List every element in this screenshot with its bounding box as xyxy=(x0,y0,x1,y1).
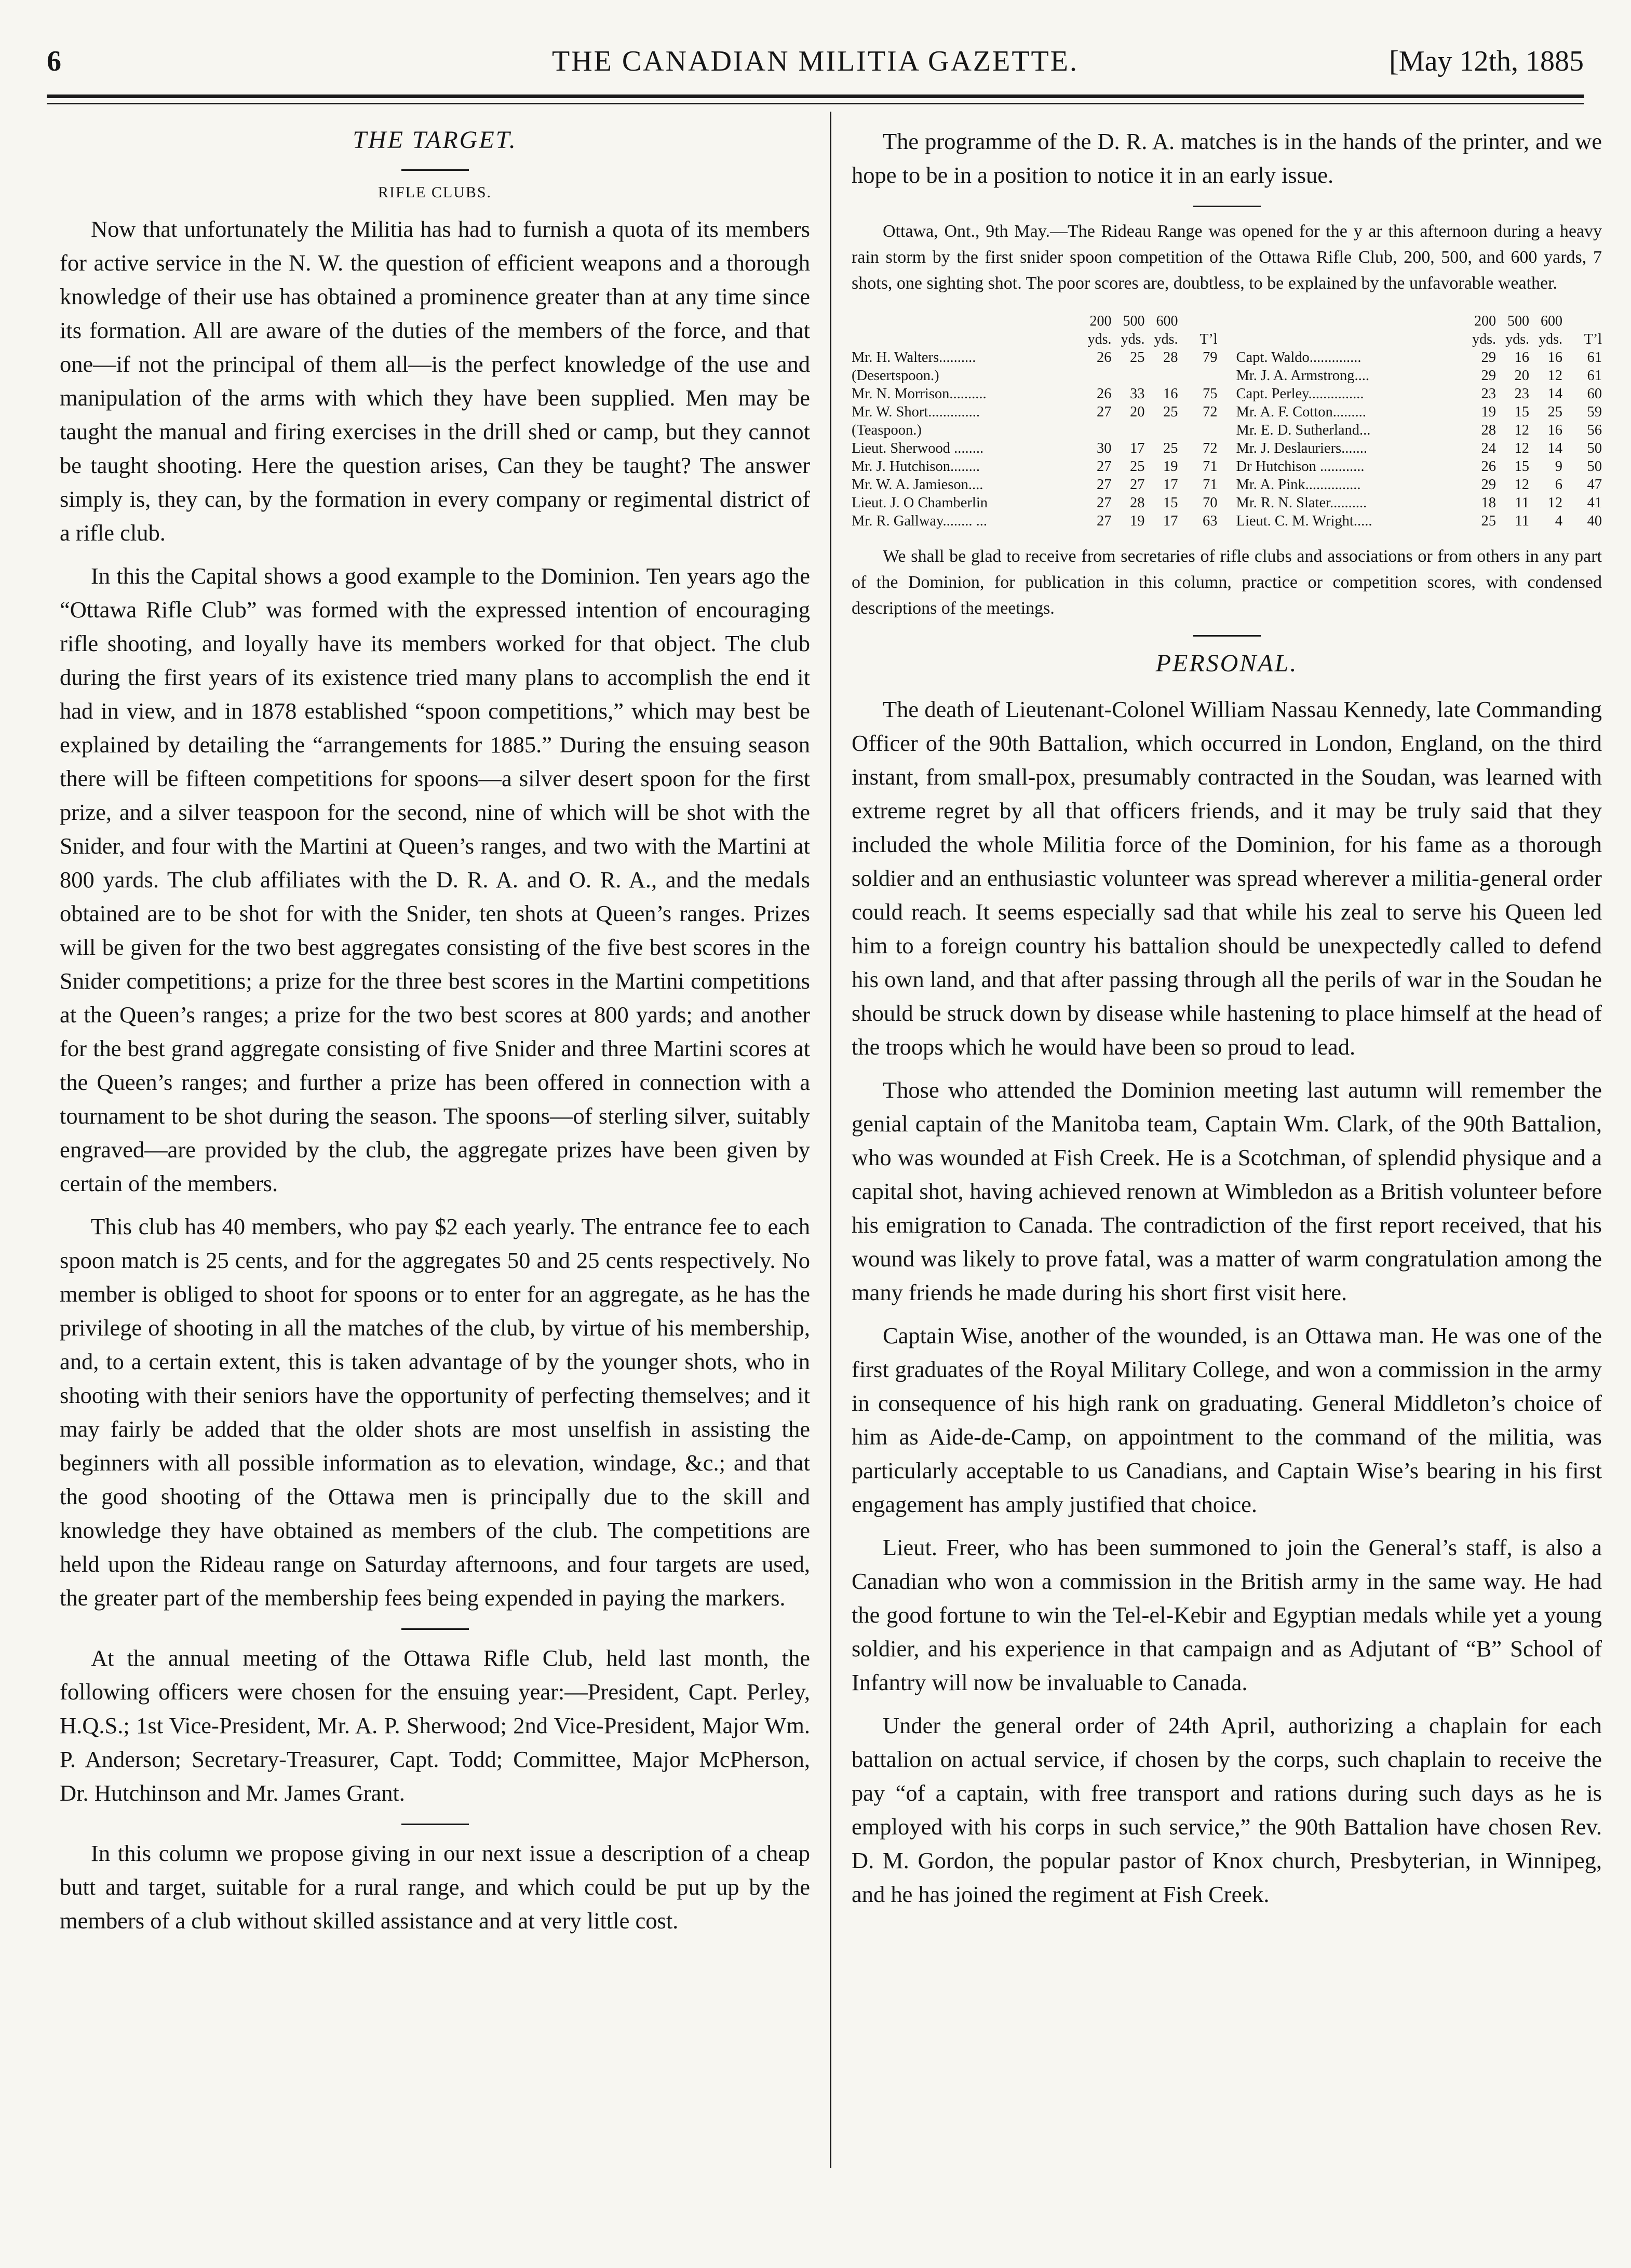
table-row xyxy=(852,403,1602,421)
table-row xyxy=(852,494,1602,512)
total-label: T’l xyxy=(1199,331,1218,347)
score-cell xyxy=(1145,367,1178,385)
table-row xyxy=(852,385,1602,403)
score-cell: 25 xyxy=(1130,458,1145,475)
competitor-name: (Desertspoon.) xyxy=(852,368,939,384)
score-cell: 27 xyxy=(1097,458,1112,475)
competitor-name: Mr. A. Pink............... xyxy=(1236,477,1361,493)
score-total: 50 xyxy=(1587,440,1602,456)
score-cell: 24 xyxy=(1481,440,1496,456)
personal-paragraph-2: Those who attended the Dominion meeting last autumn will remember the genial captain of the Manitoba team, Captain Wm. Clark, of the 90th Battalion, who was wounded at Fish Creek. He is a Scotchman, of splendid physique and a capital shot, having achieved renown at Wimbledon as a British volunteer before his emigration to Canada. The contradiction of the first report received, that his wound was likely to prove fatal, was a matter of warm congratulation among the many friends he made during his short first visit here. xyxy=(852,1077,1602,1305)
issue-date: [May 12th, 1885 xyxy=(1389,45,1584,77)
score-cell: 23 xyxy=(1514,386,1529,402)
score-total: 47 xyxy=(1587,477,1602,493)
score-cell: 12 xyxy=(1547,495,1562,511)
score-cell: 25 xyxy=(1163,440,1178,456)
score-cell: 11 xyxy=(1515,513,1529,529)
score-cell: 15 xyxy=(1163,495,1178,511)
target-paragraph-2: In this the Capital shows a good example to the Dominion. Ten years ago the “Ottawa Rifle Club” was formed with the expressed intention of encouraging rifle shooting, and loyally have its members worked for that object. The club during the first years of its existence tried many plans to accomplish the end it had in view, and in 1878 established “spoon competitions,” which may best be explained by detailing the “arrangements for 1885.” During the ensuing season there will be fifteen competitions for spoons—a silver desert spoon for the first prize, and a silver teaspoon for the second, nine of which will be shot with the Snider, and four with the Martini at Queen’s ranges, and two with the Martini at 800 yards. The club affiliates with the D. R. A. and O. R. A., and the medals obtained are to be shot for with the Snider, ten shots at Queen’s ranges. Prizes will be given for the two best aggregates consisting of the five best scores in the Snider competitions; a prize for the three best scores in the Martini competitions at the Queen’s ranges; a prize for the two best scores at 800 yards; and another for the best grand aggregate consisting of five Snider and three Martini scores at the Queen’s ranges; and further a prize has been offered in connection with a tournament to be shot during the season. The spoons—of sterling silver, suitably engraved—are provided by the club, the aggregate prizes have been given by certain of the members. xyxy=(60,563,810,1196)
range-200: 200 xyxy=(1089,313,1112,329)
score-cell: 27 xyxy=(1097,495,1112,511)
header-rule-thick xyxy=(47,95,1584,98)
score-total: 63 xyxy=(1203,513,1218,529)
score-total: 50 xyxy=(1587,458,1602,475)
score-cell: 15 xyxy=(1514,404,1529,420)
competitor-name: Capt. Perley............... xyxy=(1236,386,1364,402)
range-500: 500 xyxy=(1123,313,1145,329)
table-row xyxy=(852,476,1602,494)
score-cell: 12 xyxy=(1514,477,1529,493)
score-total: 61 xyxy=(1587,349,1602,366)
range-600: 600 xyxy=(1156,313,1178,329)
score-total: 60 xyxy=(1587,386,1602,402)
score-total: 61 xyxy=(1587,368,1602,384)
score-cell: 17 xyxy=(1130,440,1145,456)
score-total: 71 xyxy=(1203,477,1218,493)
score-cell: 18 xyxy=(1481,495,1496,511)
score-cell: 28 xyxy=(1481,422,1496,438)
table-row xyxy=(852,348,1602,367)
total-label: T’l xyxy=(1584,331,1602,347)
score-cell xyxy=(1079,421,1112,439)
closing-note-text: We shall be glad to receive from secretaries of rifle clubs and associations or from others in any part of the Dominion, for publication in this column, practice or competition scores, with condensed descriptions of the meetings. xyxy=(852,547,1602,618)
column-divider xyxy=(830,112,831,2168)
competitor-name: Mr. W. A. Jamieson.... xyxy=(852,477,983,493)
left-column xyxy=(60,125,810,1938)
score-total: 59 xyxy=(1587,404,1602,420)
target-paragraph-6: The programme of the D. R. A. matches is in the hands of the printer, and we hope to be in a position to notice it in an early issue. xyxy=(852,128,1602,188)
rifle-clubs-subheading: RIFLE CLUBS. xyxy=(378,184,492,201)
personal-paragraph-1: The death of Lieutenant-Colonel William Nassau Kennedy, late Commanding Officer of the 90th Battalion, which occurred in London, England, on the third instant, from small-pox, presumably contracted in the Soudan, was learned with extreme regret by all that officers friends, and it may be truly said that they included the whole Militia force of the Dominion, for his fame as a thorough soldier and an enthusiastic volunteer was spread wherever a militia-general order could reach. It seems especially sad that while his zeal to serve his Queen led him to a foreign country his battalion should be unexpectedly called to defend his own land, and that after passing through all the perils of war in the Soudan he should be struck down by disease while hastening to place himself at the head of the troops which he would have been so proud to lead. xyxy=(852,696,1602,1060)
section-rule xyxy=(1193,635,1261,637)
score-cell: 25 xyxy=(1163,404,1178,420)
right-column xyxy=(852,125,1602,1911)
score-cell: 4 xyxy=(1555,513,1562,529)
scores-table xyxy=(852,312,1602,530)
score-cell: 27 xyxy=(1097,513,1112,529)
personal-paragraph-4: Lieut. Freer, who has been summoned to join the General’s staff, is also a Canadian who won a commission in the British army in the same way. He had the good fortune to win the Tel-el-Kebir and Egyptian medals while yet a young soldier, and his experience in that campaign and as Adjutant of “B” School of Infantry will now be invaluable to Canada. xyxy=(852,1534,1602,1695)
competitor-name: Lieut. Sherwood ........ xyxy=(852,440,984,456)
target-paragraph-1: Now that unfortunately the Militia has had to furnish a quota of its members for active service in the N. W. the question of efficient weapons and a thorough knowledge of their use has obtained a prominence greater than at any time since its formation. All are aware of the duties of the members of the force, and that one—if not the principal of them all—is the perfect knowledge of the use and manipulation of the arms with which they have been supplied. Men may be taught the manual and firing exercises in the drill shed or camp, but they cannot be taught shooting. Here the question arises, Can they be taught? The answer simply is, they can, by the formation in every company or regimental district of a rifle club. xyxy=(60,216,810,546)
score-cell: 19 xyxy=(1481,404,1496,420)
score-cell: 16 xyxy=(1547,422,1562,438)
header-rule-thin xyxy=(47,103,1584,104)
score-cell: 12 xyxy=(1547,368,1562,384)
score-total xyxy=(1178,367,1218,385)
section-rule xyxy=(401,169,469,171)
scores-header-ranges xyxy=(852,312,1602,330)
score-cell: 12 xyxy=(1514,440,1529,456)
personal-heading: PERSONAL. xyxy=(1155,650,1298,677)
score-total: 72 xyxy=(1203,404,1218,420)
score-cell xyxy=(1079,367,1112,385)
score-cell: 33 xyxy=(1130,386,1145,402)
match-report-text: Ottawa, Ont., 9th May.—The Rideau Range was opened for the y ar this afternoon during a heavy rain storm by the first snider spoon competition of the Ottawa Rifle Club, 200, 500, and 600 yards, 7 shots, one sighting shot. The poor scores are, doubtless, to be explained by the unfavorable weather. xyxy=(852,222,1602,293)
score-cell: 14 xyxy=(1547,386,1562,402)
score-total xyxy=(1178,421,1218,439)
score-cell: 30 xyxy=(1097,440,1112,456)
competitor-name: Mr. J. Deslauriers....... xyxy=(1236,440,1368,456)
score-cell: 20 xyxy=(1130,404,1145,420)
personal-paragraph-3: Captain Wise, another of the wounded, is an Ottawa man. He was one of the first graduates of the Royal Military College, and won a commission in the army in consequence of his high rank on graduating. General Middleton’s choice of him as Aide-de-Camp, on appointment to the command of the militia, was particularly acceptable to us Canadians, and Captain Wise’s bearing in his first engagement has amply justified that choice. xyxy=(852,1322,1602,1517)
score-cell: 17 xyxy=(1163,477,1178,493)
score-total: 70 xyxy=(1203,495,1218,511)
competitor-name: Capt. Waldo.............. xyxy=(1236,349,1362,366)
score-cell: 12 xyxy=(1514,422,1529,438)
score-total: 75 xyxy=(1203,386,1218,402)
score-cell: 29 xyxy=(1481,477,1496,493)
target-paragraph-5: In this column we propose giving in our next issue a description of a cheap butt and target, suitable for a rural range, and which could be put up by the members of a club without skilled assistance and at very little cost. xyxy=(60,1840,810,1934)
score-cell xyxy=(1112,421,1145,439)
competitor-name: Mr. J. Hutchison........ xyxy=(852,458,980,475)
score-total: 56 xyxy=(1587,422,1602,438)
unit-label: yds. xyxy=(1539,331,1562,347)
score-cell: 25 xyxy=(1130,349,1145,366)
score-cell: 11 xyxy=(1515,495,1529,511)
table-row xyxy=(852,439,1602,457)
score-cell: 14 xyxy=(1547,440,1562,456)
competitor-name: Mr. E. D. Sutherland... xyxy=(1236,422,1371,438)
score-cell: 16 xyxy=(1163,386,1178,402)
score-cell: 27 xyxy=(1097,477,1112,493)
score-cell: 9 xyxy=(1555,458,1562,475)
score-cell: 27 xyxy=(1130,477,1145,493)
score-cell: 19 xyxy=(1163,458,1178,475)
competitor-name: Mr. H. Walters.......... xyxy=(852,349,976,366)
match-report xyxy=(852,219,1602,296)
score-cell: 26 xyxy=(1481,458,1496,475)
table-row xyxy=(852,512,1602,530)
score-cell: 28 xyxy=(1130,495,1145,511)
section-rule xyxy=(1193,206,1261,207)
competitor-name: (Teaspoon.) xyxy=(852,422,922,438)
score-cell: 16 xyxy=(1547,349,1562,366)
score-cell: 26 xyxy=(1097,349,1112,366)
page-number: 6 xyxy=(47,45,61,77)
score-total: 41 xyxy=(1587,495,1602,511)
unit-label: yds. xyxy=(1087,331,1112,347)
competitor-name: Mr. A. F. Cotton......... xyxy=(1236,404,1366,420)
score-cell xyxy=(1112,367,1145,385)
unit-label: yds. xyxy=(1472,331,1496,347)
competitor-name: Mr. N. Morrison.......... xyxy=(852,386,987,402)
competitor-name: Mr. R. N. Slater.......... xyxy=(1236,495,1367,511)
target-heading: THE TARGET. xyxy=(353,126,517,154)
competitor-name: Mr. J. A. Armstrong.... xyxy=(1236,368,1370,384)
score-cell xyxy=(1145,421,1178,439)
score-cell: 6 xyxy=(1555,477,1562,493)
range-600: 600 xyxy=(1541,313,1562,329)
score-cell: 17 xyxy=(1163,513,1178,529)
target-paragraph-4: At the annual meeting of the Ottawa Rifle Club, held last month, the following officers were chosen for the ensuing year:—President, Capt. Perley, H.Q.S.; 1st Vice-President, Mr. A. P. Sherwood; 2nd Vice-President, Major Wm. P. Anderson; Secretary-Treasurer, Capt. Todd; Committee, Major McPherson, Dr. Hutchinson and Mr. James Grant. xyxy=(60,1645,810,1806)
unit-label: yds. xyxy=(1505,331,1529,347)
competitor-name: Lieut. C. M. Wright..... xyxy=(1236,513,1372,529)
score-cell: 19 xyxy=(1130,513,1145,529)
competitor-name: Lieut. J. O Chamberlin xyxy=(852,495,988,511)
score-cell: 20 xyxy=(1514,368,1529,384)
score-cell: 25 xyxy=(1481,513,1496,529)
competitor-name: Mr. W. Short.............. xyxy=(852,404,980,420)
unit-label: yds. xyxy=(1121,331,1145,347)
section-rule xyxy=(401,1824,469,1825)
unit-label: yds. xyxy=(1154,331,1178,347)
score-cell: 28 xyxy=(1163,349,1178,366)
table-row xyxy=(852,457,1602,476)
score-cell: 16 xyxy=(1514,349,1529,366)
score-total: 72 xyxy=(1203,440,1218,456)
score-cell: 29 xyxy=(1481,349,1496,366)
score-cell: 23 xyxy=(1481,386,1496,402)
competitor-name: Mr. R. Gallway........ ... xyxy=(852,513,987,529)
newspaper-title: THE CANADIAN MILITIA GAZETTE. xyxy=(552,45,1079,77)
table-row xyxy=(852,421,1602,439)
score-total: 40 xyxy=(1587,513,1602,529)
personal-paragraph-5: Under the general order of 24th April, authorizing a chaplain for each battalion on actual service, if chosen by the corps, such chaplain to receive the pay “of a captain, with free transport and rations during such days as he is employed with his corps in such service,” the 90th Battalion have chosen Rev. D. M. Gordon, the popular pastor of Knox church, Presbyterian, in Winnipeg, and he has joined the regiment at Fish Creek. xyxy=(852,1712,1602,1907)
score-cell: 25 xyxy=(1547,404,1562,420)
scores-header-units xyxy=(852,330,1602,348)
masthead xyxy=(47,45,1584,91)
score-cell: 29 xyxy=(1481,368,1496,384)
score-cell: 26 xyxy=(1097,386,1112,402)
target-paragraph-3: This club has 40 members, who pay $2 each yearly. The entrance fee to each spoon match is 25 cents, and for the aggregates 50 and 25 cents respectively. No member is obliged to shoot for spoons or to enter for an aggregate, as he has the privilege of shooting in all the matches of the club, by virtue of his membership, and, to a certain extent, this is taken advantage of by the younger shots, who in shooting with their seniors have the opportunity of perfecting themselves; and it may fairly be added that the older shots are most unselfish in assisting the beginners with all possible information as to elevation, windage, &c.; and that the good shooting of the Ottawa men is principally due to the skill and knowledge they have obtained as members of the club. The competitions are held upon the Rideau range on Saturday afternoons, and four targets are used, the greater part of the membership fees being expended in paying the markers. xyxy=(60,1213,810,1611)
score-cell: 27 xyxy=(1097,404,1112,420)
range-200: 200 xyxy=(1474,313,1496,329)
score-total: 79 xyxy=(1203,349,1218,366)
section-rule xyxy=(401,1628,469,1630)
competitor-name: Dr Hutchison ............ xyxy=(1236,458,1365,475)
range-500: 500 xyxy=(1507,313,1529,329)
table-row xyxy=(852,367,1602,385)
score-cell: 15 xyxy=(1514,458,1529,475)
closing-note xyxy=(852,544,1602,622)
score-total: 71 xyxy=(1203,458,1218,475)
